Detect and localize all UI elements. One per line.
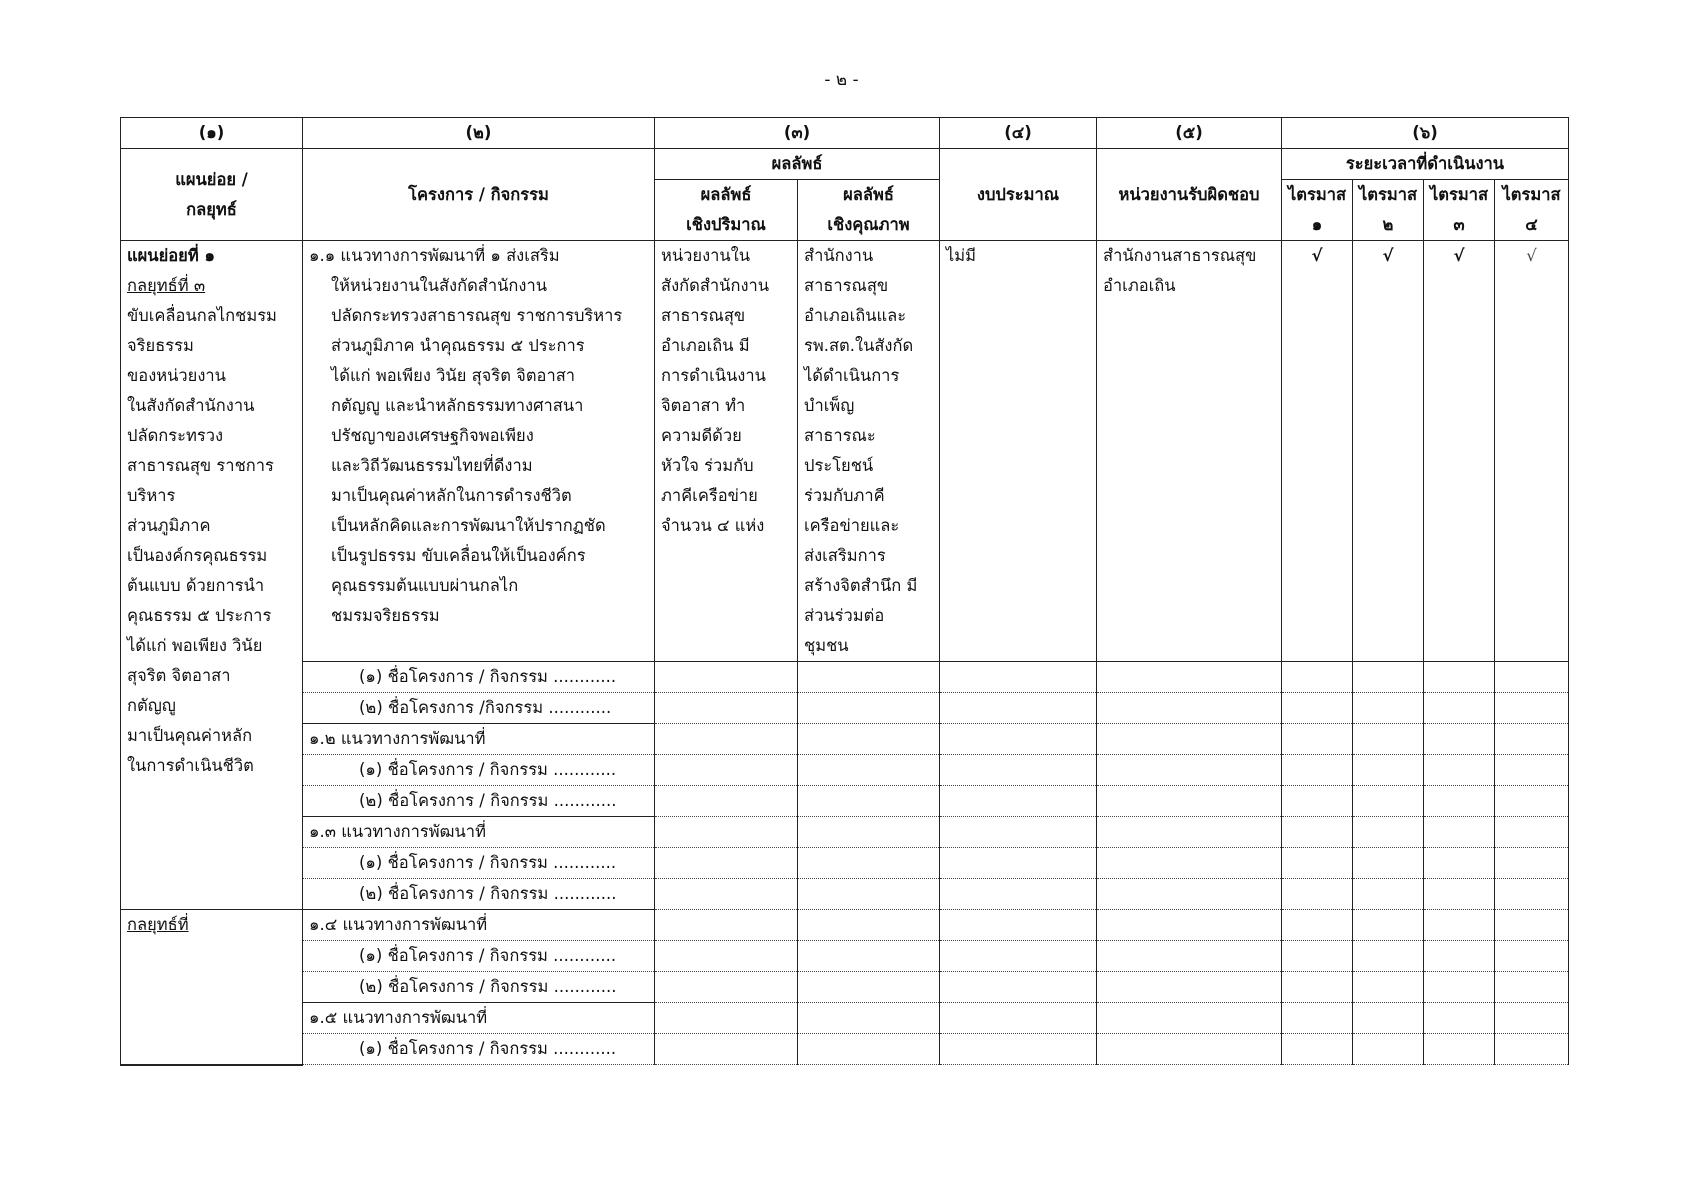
quarter-2-check: √ [1353, 241, 1424, 662]
project-line: เป็นหลักคิดและการพัฒนาให้ปรากฏชัด [331, 516, 606, 535]
quarter-3-number: ๓ [1453, 215, 1465, 234]
quarter-4-number: ๔ [1525, 215, 1538, 234]
sub-row [121, 817, 1569, 848]
sub-plan-title: แผนย่อยที่ ๑ [127, 246, 215, 265]
plan-line: คุณธรรม ๕ ประการ [127, 606, 272, 625]
qty-line: การดำเนินงาน [661, 366, 766, 385]
sub-row [121, 972, 1569, 1003]
quarter-3-label: ไตรมาส [1429, 185, 1489, 204]
quarter-3-header [1424, 180, 1495, 241]
quality-line: ได้ดำเนินการ [804, 366, 900, 385]
sub-row [121, 1003, 1569, 1034]
main-row [121, 241, 1569, 662]
output-quality-cell [798, 241, 940, 662]
project-line: กตัญญู และนำหลักธรรมทางศาสนา [331, 396, 584, 415]
project-line: มาเป็นคุณค่าหลักในการดำรงชีวิต [331, 486, 572, 505]
project-item: (๑) ชื่อโครงการ / กิจกรรม ............ [359, 1039, 617, 1058]
quarter-2-label: ไตรมาส [1358, 185, 1418, 204]
project-line: ได้แก่ พอเพียง วินัย สุจริต จิตอาสา [331, 366, 576, 385]
plan-line: บริหาร [127, 486, 176, 505]
project-item: (๒) ชื่อโครงการ / กิจกรรม ............ [359, 977, 617, 996]
quality-line: ส่งเสริมการ [804, 546, 886, 565]
qty-line: สาธารณสุข [661, 306, 746, 325]
quarter-2-header [1353, 180, 1424, 241]
quarter-3-check: √ [1424, 241, 1495, 662]
quality-line: ส่วนร่วมต่อ [804, 606, 885, 625]
col-number-4: (๔) [940, 118, 1097, 149]
col-number-6: (๖) [1282, 118, 1569, 149]
col-number-2: (๒) [303, 118, 655, 149]
plan-line: กตัญญู [127, 696, 176, 715]
plan-strategy-header [121, 149, 303, 241]
quality-line: ร่วมกับภาคี [804, 486, 885, 505]
quality-line: อำเภอเถินและ [804, 306, 907, 325]
plan-line: ปลัดกระทรวง [127, 426, 224, 445]
quarter-4-header [1495, 180, 1569, 241]
agency-line: อำเภอเถิน [1103, 276, 1176, 295]
plan-line: ในสังกัดสำนักงาน [127, 396, 255, 415]
strategy-2-cell [121, 910, 303, 1065]
plan-line: เป็นองค์กรคุณธรรม [127, 546, 268, 565]
quality-line: ชุมชน [804, 636, 849, 655]
project-line: ปลัดกระทรวงสาธารณสุข ราชการบริหาร [331, 306, 623, 325]
qty-line: สังกัดสำนักงาน [661, 276, 770, 295]
plan-line: สาธารณสุข ราชการ [127, 456, 274, 475]
plan-line: ในการดำเนินชีวิต [127, 756, 254, 775]
qty-line: อำเภอเถิน มี [661, 336, 750, 355]
project-line: ส่วนภูมิภาค นำคุณธรรม ๕ ประการ [331, 336, 585, 355]
sub-row [121, 910, 1569, 941]
project-cell [303, 241, 655, 662]
plan-line: มาเป็นคุณค่าหลัก [127, 726, 253, 745]
project-item: (๑) ชื่อโครงการ / กิจกรรม ............ [359, 946, 617, 965]
plan-line: ส่วนภูมิภาค [127, 516, 211, 535]
sub-row [121, 941, 1569, 972]
agency-line: สำนักงานสาธารณสุข [1103, 246, 1257, 265]
sub-row [121, 693, 1569, 724]
project-line: ให้หน่วยงานในสังกัดสำนักงาน [331, 276, 547, 295]
plan-line: ขับเคลื่อนกลไกชมรม [127, 306, 277, 325]
project-line: ๑.๑ แนวทางการพัฒนาที่ ๑ ส่งเสริม [309, 246, 560, 265]
col-number-3: (๓) [655, 118, 940, 149]
plan-line: ของหน่วยงาน [127, 366, 226, 385]
agency-cell [1097, 241, 1282, 662]
agency-header: หน่วยงานรับผิดชอบ [1097, 149, 1282, 241]
project-item: (๑) ชื่อโครงการ / กิจกรรม ............ [359, 760, 617, 779]
output-header: ผลลัพธ์ [655, 149, 940, 180]
project-item: (๒) ชื่อโครงการ / กิจกรรม ............ [359, 884, 617, 903]
quarter-1-number: ๑ [1311, 215, 1323, 234]
plan-header-line2: กลยุทธ์ [186, 199, 237, 219]
project-line: คุณธรรมต้นแบบผ่านกลไก [331, 576, 519, 595]
strategy-title: กลยุทธ์ที่ ๓ [127, 276, 206, 295]
quality-line: บำเพ็ญ [804, 396, 855, 415]
plan-line: ต้นแบบ ด้วยการนำ [127, 576, 265, 595]
quarter-1-label: ไตรมาส [1287, 185, 1347, 204]
output-qty-header [655, 180, 798, 241]
output-quality-header [798, 180, 940, 241]
quality-line: สาธารณะ [804, 426, 876, 445]
sub-row [121, 786, 1569, 817]
strategy-2-title: กลยุทธ์ที่ [127, 915, 189, 934]
project-item: (๒) ชื่อโครงการ /กิจกรรม ............ [359, 698, 612, 717]
plan-header-line1: แผนย่อย / [175, 169, 248, 189]
sub-row [121, 662, 1569, 693]
quarter-4-label: ไตรมาส [1502, 185, 1561, 204]
quality-line: สำนักงาน [804, 246, 874, 265]
qty-line: หัวใจ ร่วมกับ [661, 456, 754, 475]
quality-line: สร้างจิตสำนึก มี [804, 576, 918, 595]
sub-row [121, 879, 1569, 910]
output-qty-cell [655, 241, 798, 662]
column-number-row [121, 118, 1569, 149]
project-item: (๑) ชื่อโครงการ / กิจกรรม ............ [359, 853, 617, 872]
plan-line: ได้แก่ พอเพียง วินัย [127, 636, 263, 655]
plan-line: จริยธรรม [127, 336, 194, 355]
qty-line: จำนวน ๔ แห่ง [661, 516, 765, 535]
output-qty-line1: ผลลัพธ์ [700, 185, 752, 204]
qty-line: ความดีด้วย [661, 426, 742, 445]
qty-line: จิตอาสา ทำ [661, 396, 746, 415]
col-number-5: (๕) [1097, 118, 1282, 149]
output-quality-line1: ผลลัพธ์ [843, 185, 894, 204]
project-item: (๒) ชื่อโครงการ / กิจกรรม ............ [359, 791, 617, 810]
sub-row [121, 1034, 1569, 1065]
qty-line: ภาคีเครือข่าย [661, 486, 758, 505]
output-qty-line2: เชิงปริมาณ [686, 215, 766, 234]
project-item: (๑) ชื่อโครงการ / กิจกรรม ............ [359, 667, 617, 686]
project-line: และวิถีวัฒนธรรมไทยที่ดีงาม [331, 456, 533, 475]
quality-line: สาธารณสุข [804, 276, 889, 295]
quarter-1-header [1282, 180, 1353, 241]
quality-line: เครือข่ายและ [804, 516, 900, 535]
budget-cell: ไม่มี [940, 241, 1097, 662]
guideline-item: ๑.๕ แนวทางการพัฒนาที่ [309, 1008, 488, 1027]
timeframe-header: ระยะเวลาที่ดำเนินงาน [1282, 149, 1569, 180]
project-line: เป็นรูปธรรม ขับเคลื่อนให้เป็นองค์กร [331, 546, 586, 565]
qty-line: หน่วยงานใน [661, 246, 751, 265]
plan-line: สุจริต จิตอาสา [127, 666, 231, 685]
budget-header: งบประมาณ [940, 149, 1097, 241]
quarter-4-check: √ [1495, 241, 1569, 662]
quarter-1-check: √ [1282, 241, 1353, 662]
plan-table [120, 117, 1569, 1066]
quarter-2-number: ๒ [1382, 215, 1394, 234]
sub-row [121, 848, 1569, 879]
quality-line: ประโยชน์ [804, 456, 874, 475]
guideline-item: ๑.๒ แนวทางการพัฒนาที่ [309, 729, 486, 748]
sub-row [121, 724, 1569, 755]
guideline-item: ๑.๓ แนวทางการพัฒนาที่ [309, 822, 486, 841]
project-header: โครงการ / กิจกรรม [303, 149, 655, 241]
sub-row [121, 755, 1569, 786]
guideline-item: ๑.๔ แนวทางการพัฒนาที่ [309, 915, 488, 934]
project-line: ชมรมจริยธรรม [331, 606, 440, 625]
output-quality-line2: เชิงคุณภาพ [827, 215, 910, 234]
col-number-1: (๑) [121, 118, 303, 149]
quality-line: รพ.สต.ในสังกัด [804, 336, 914, 355]
page-number: - ๒ - [824, 70, 859, 90]
plan-strategy-cell [121, 241, 303, 910]
project-line: ปรัชญาของเศรษฐกิจพอเพียง [331, 426, 534, 445]
